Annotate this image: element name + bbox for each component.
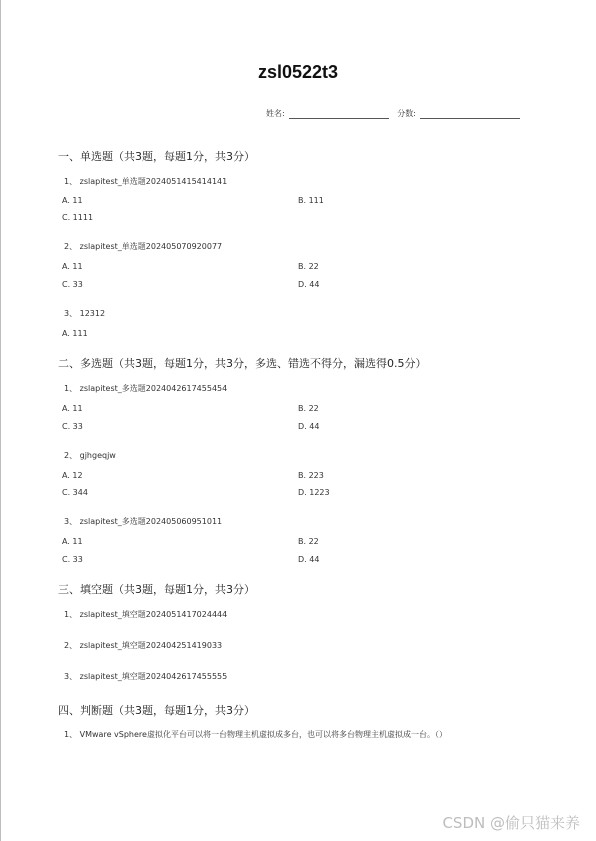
- watermark: CSDN @偷只猫来养: [442, 814, 580, 832]
- name-label: 姓名:: [266, 109, 285, 118]
- option-b: B. 22: [298, 537, 319, 546]
- name-field[interactable]: [289, 111, 389, 119]
- option-b: B. 22: [298, 262, 319, 271]
- question-text: 2、 gjhgeqjw: [64, 451, 116, 460]
- section-heading-fill-blank: 三、填空题（共3题，每题1分，共3分）: [58, 583, 255, 596]
- option-c: C. 33: [62, 280, 83, 289]
- section-heading-single-choice: 一、单选题（共3题，每题1分，共3分）: [58, 150, 255, 163]
- option-a: A. 12: [62, 471, 83, 480]
- question-text: 3、 zslapitest_多选题202405060951011: [64, 517, 223, 526]
- question-text: 1、 zslapitest_单选题2024051415414141: [64, 177, 228, 186]
- question-text: 2、 zslapitest_单选题202405070920077: [64, 242, 223, 251]
- page-border: [0, 0, 1, 841]
- student-info: [266, 108, 520, 119]
- option-c: C. 1111: [62, 213, 94, 222]
- question-text: 1、 VMware vSphere虚拟化平台可以将一台物理主机虚拟成多台，也可以将多台物理主机虚拟成一台。（）: [64, 730, 447, 739]
- option-a: A. 11: [62, 262, 83, 271]
- section-heading-true-false: 四、判断题（共3题，每题1分，共3分）: [58, 704, 255, 717]
- option-d: D. 1223: [298, 488, 330, 497]
- option-a: A. 11: [62, 404, 83, 413]
- option-c: C. 344: [62, 488, 88, 497]
- option-c: C. 33: [62, 422, 83, 431]
- option-c: C. 33: [62, 555, 83, 564]
- question-text: 2、 zslapitest_填空题202404251419033: [64, 641, 223, 650]
- option-b: B. 111: [298, 196, 324, 205]
- option-a: A. 11: [62, 196, 83, 205]
- option-a: A. 11: [62, 537, 83, 546]
- option-b: B. 223: [298, 471, 324, 480]
- score-field[interactable]: [420, 111, 520, 119]
- option-d: D. 44: [298, 422, 320, 431]
- option-d: D. 44: [298, 555, 320, 564]
- option-d: D. 44: [298, 280, 320, 289]
- option-a: A. 111: [62, 329, 88, 338]
- question-text: 3、 zslapitest_填空题2024042617455555: [64, 672, 228, 681]
- score-label: 分数:: [397, 109, 416, 118]
- page-title: zsl0522t3: [257, 62, 339, 82]
- question-text: 3、 12312: [64, 309, 106, 318]
- option-b: B. 22: [298, 404, 319, 413]
- question-text: 1、 zslapitest_填空题2024051417024444: [64, 610, 228, 619]
- question-text: 1、 zslapitest_多选题2024042617455454: [64, 384, 228, 393]
- section-heading-multiple-choice: 二、多选题（共3题，每题1分，共3分，多选、错选不得分，漏选得0.5分）: [58, 357, 427, 370]
